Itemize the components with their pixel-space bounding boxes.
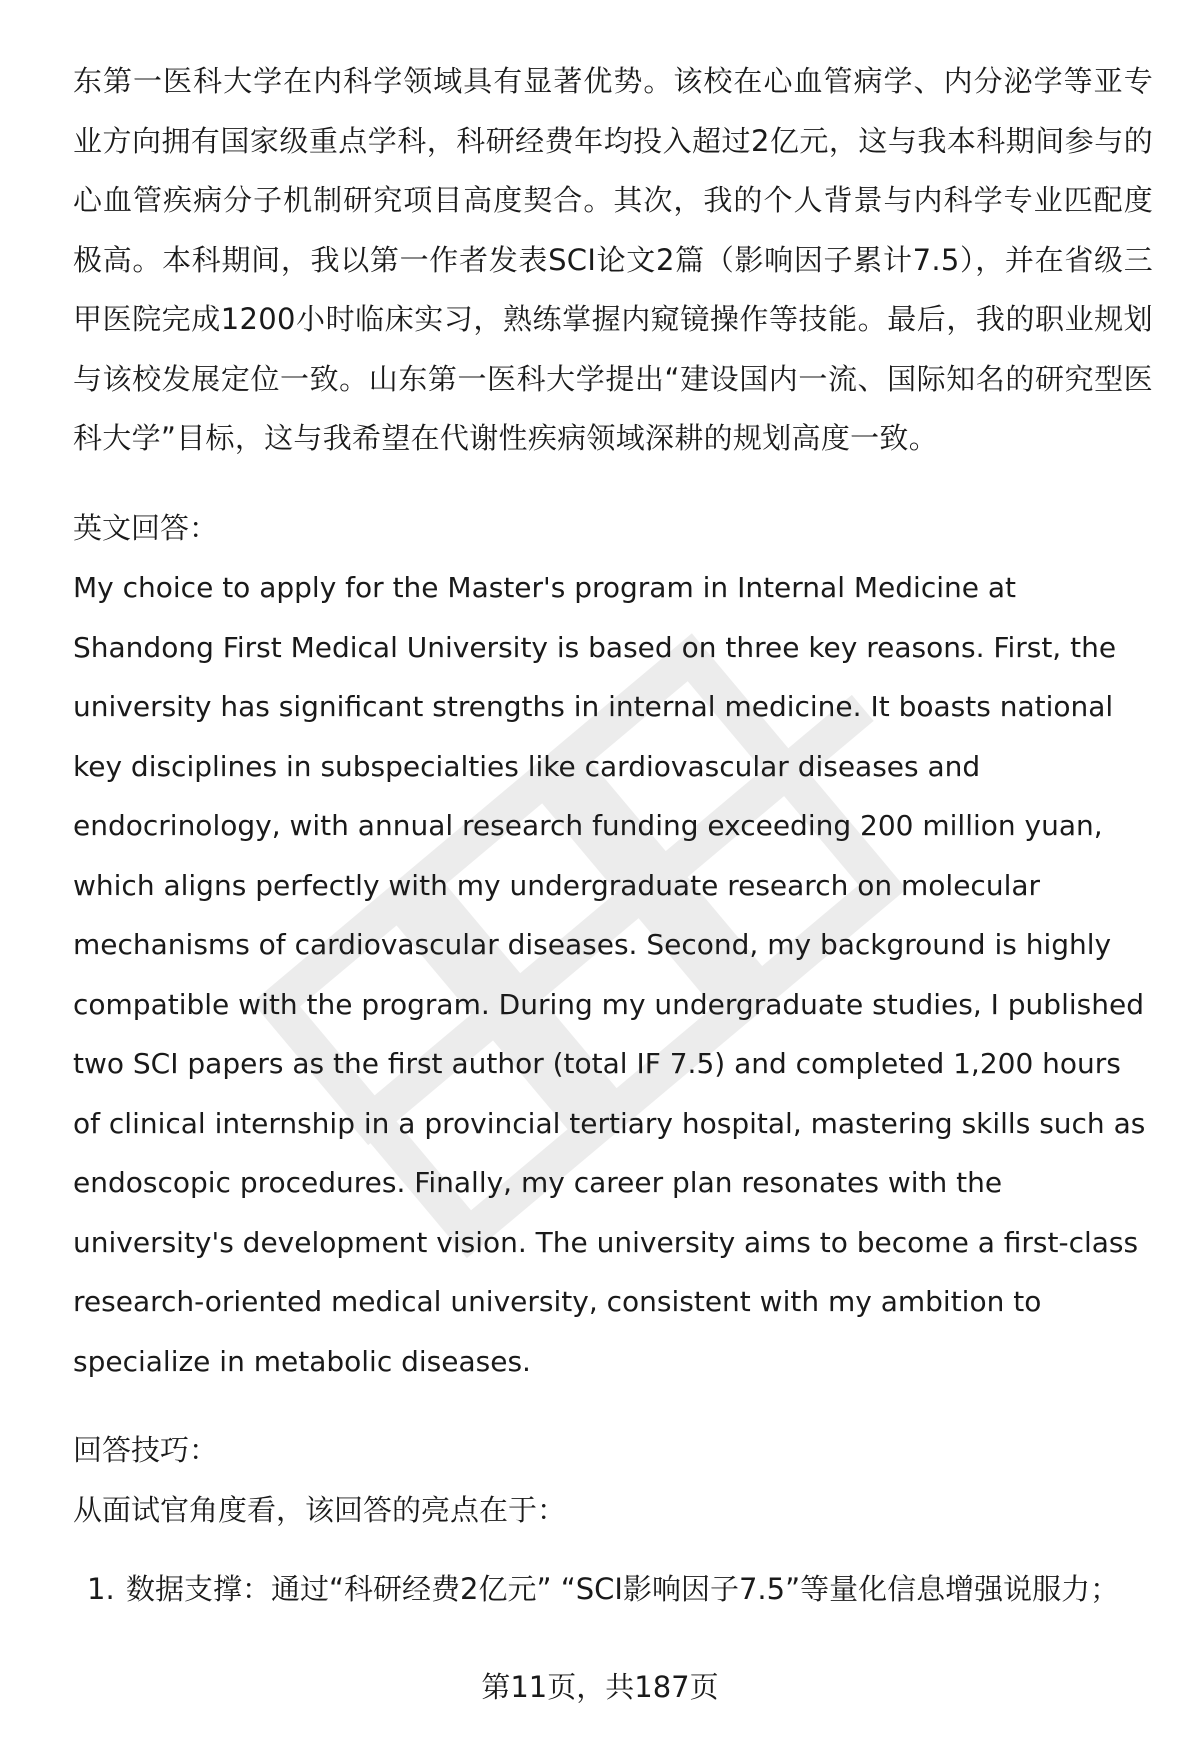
answer-tips-label: 回答技巧：: [73, 1433, 219, 1467]
answer-tips-intro: 从面试官角度看，该回答的亮点在于：: [73, 1492, 567, 1527]
english-answer-section: [73, 499, 1153, 1392]
spacer: [73, 1540, 1153, 1560]
english-answer-text: My choice to apply for the Master's program in Internal Medicine at Shandong First Medical University is based on three key reasons. First, the university has significant strengths in internal medicine. It boasts national key disciplines in subspecialties like cardiovascular diseases and endocrinology, with annual research funding exceeding 200 million yuan, which aligns perfectly with my undergraduate research on molecular mechanisms of cardiovascular diseases. Second, my background is highly compatible with the program. During my undergraduate studies, I published two SCI papers as the first author (total IF 7.5) and completed 1,200 hours of clinical internship in a provincial tertiary hospital, mastering skills such as endoscopic procedures. Finally, my career plan resonates with the university's development vision. The university aims to become a first-class research-oriented medical university, consistent with my ambition to specialize in metabolic diseases.: [73, 571, 1146, 1378]
answer-tips-section: [73, 1421, 1153, 1620]
intro-paragraph-cn: 东第一医科大学在内科学领域具有显著优势。该校在心血管病学、内分泌学等亚专业方向拥有国家级重点学科，科研经费年均投入超过2亿元，这与我本科期间参与的心血管疾病分子机制研究项目高度契合。其次，我的个人背景与内科学专业匹配度极高。本科期间，我以第一作者发表SCI论文2篇（影响因子累计7.5），并在省级三甲医院完成1200小时临床实习，熟练掌握内窥镜操作等技能。最后，我的职业规划与该校发展定位一致。山东第一医科大学提出“建设国内一流、国际知名的研究型医科大学”目标，这与我希望在代谢性疾病领域深耕的规划高度一致。: [73, 64, 1154, 455]
page-footer: [0, 1667, 1200, 1707]
page-number-label: 第11页，共187页: [481, 1670, 719, 1704]
list-item: [73, 1560, 1153, 1620]
list-item-text: 数据支撑：通过“科研经费2亿元” “SCI影响因子7.5”等量化信息增强说服力；: [126, 1572, 1120, 1606]
main-content: [73, 52, 1153, 1620]
english-answer-label: 英文回答：: [73, 510, 219, 545]
list-item-number: 1.: [87, 1572, 115, 1606]
tips-list: [73, 1560, 1153, 1620]
spacer: [73, 469, 1153, 499]
spacer: [73, 1391, 1153, 1421]
